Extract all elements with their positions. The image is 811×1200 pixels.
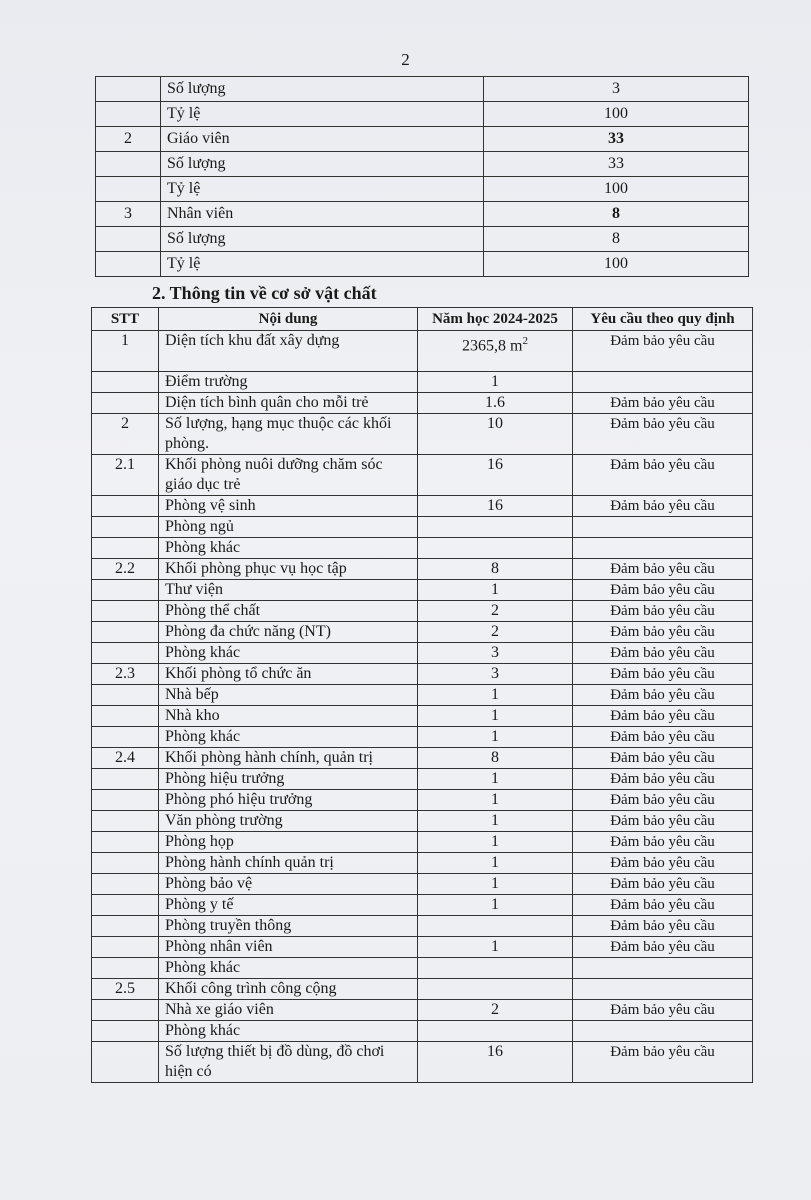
- facility-year-cell: 8: [418, 748, 573, 769]
- table-row: [92, 727, 753, 748]
- facility-year-cell: [418, 979, 573, 1000]
- facility-requirement-cell: Đảm bảo yêu cầu: [573, 874, 753, 895]
- facility-requirement-cell: Đảm bảo yêu cầu: [573, 414, 753, 455]
- table-header-row: [92, 308, 753, 331]
- facility-year-cell: [418, 1021, 573, 1042]
- facility-requirement-cell: [573, 372, 753, 393]
- facility-year-cell: [418, 517, 573, 538]
- facility-requirement-cell: Đảm bảo yêu cầu: [573, 937, 753, 958]
- table-row: [92, 958, 753, 979]
- facility-year-cell: 1: [418, 727, 573, 748]
- facility-content-cell: Phòng họp: [159, 832, 418, 853]
- facility-stt-cell: [92, 958, 159, 979]
- facility-content-cell: Nhà bếp: [159, 685, 418, 706]
- table-row: [96, 227, 749, 252]
- table-row: [92, 874, 753, 895]
- staff-label-cell: Tỷ lệ: [161, 102, 484, 127]
- table-row: [92, 601, 753, 622]
- table-row: [92, 455, 753, 496]
- facility-year-cell: 3: [418, 643, 573, 664]
- facility-stt-cell: [92, 372, 159, 393]
- facility-requirement-cell: Đảm bảo yêu cầu: [573, 706, 753, 727]
- staff-stt-cell: 3: [96, 202, 161, 227]
- facility-stt-cell: 2.5: [92, 979, 159, 1000]
- facility-year-cell: 16: [418, 455, 573, 496]
- facility-content-cell: Khối phòng tổ chức ăn: [159, 664, 418, 685]
- table-row: [92, 496, 753, 517]
- table-row: [92, 1000, 753, 1021]
- header-content: Nội dung: [159, 308, 418, 331]
- table-row: [96, 77, 749, 102]
- table-row: [92, 372, 753, 393]
- facility-stt-cell: 2.2: [92, 559, 159, 580]
- facility-stt-cell: 2.4: [92, 748, 159, 769]
- staff-value-cell: 8: [484, 202, 749, 227]
- table-row: [92, 916, 753, 937]
- table-row: [92, 517, 753, 538]
- facility-content-cell: Khối công trình công cộng: [159, 979, 418, 1000]
- facility-content-cell: Thư viện: [159, 580, 418, 601]
- facility-content-cell: Phòng khác: [159, 1021, 418, 1042]
- facility-stt-cell: [92, 1021, 159, 1042]
- facility-requirement-cell: [573, 1021, 753, 1042]
- facility-year-cell: [418, 916, 573, 937]
- facility-content-cell: Số lượng thiết bị đồ dùng, đồ chơi hiện có: [159, 1042, 418, 1083]
- facility-stt-cell: [92, 622, 159, 643]
- facility-content-cell: Phòng khác: [159, 958, 418, 979]
- facility-stt-cell: [92, 853, 159, 874]
- table-row: [92, 538, 753, 559]
- table-row: [92, 664, 753, 685]
- facility-requirement-cell: Đảm bảo yêu cầu: [573, 1000, 753, 1021]
- table-row: [92, 790, 753, 811]
- staff-stt-cell: [96, 227, 161, 252]
- staff-value-cell: 33: [484, 152, 749, 177]
- header-year: Năm học 2024-2025: [418, 308, 573, 331]
- facility-content-cell: Phòng khác: [159, 643, 418, 664]
- facility-requirement-cell: Đảm bảo yêu cầu: [573, 916, 753, 937]
- facility-stt-cell: [92, 643, 159, 664]
- facility-year-cell: 1: [418, 853, 573, 874]
- staff-label-cell: Giáo viên: [161, 127, 484, 152]
- facility-year-cell: 8: [418, 559, 573, 580]
- facility-content-cell: Điểm trường: [159, 372, 418, 393]
- staff-value-cell: 100: [484, 102, 749, 127]
- facility-content-cell: Phòng phó hiệu trưởng: [159, 790, 418, 811]
- area-unit-superscript: 2: [522, 335, 528, 347]
- facility-content-cell: Số lượng, hạng mục thuộc các khối phòng.: [159, 414, 418, 455]
- facility-year-cell: 16: [418, 1042, 573, 1083]
- facility-content-cell: Văn phòng trường: [159, 811, 418, 832]
- facility-year-cell: 1: [418, 811, 573, 832]
- table-row: [92, 643, 753, 664]
- facility-content-cell: Diện tích khu đất xây dựng: [159, 331, 418, 372]
- facility-year-cell: 10: [418, 414, 573, 455]
- facility-stt-cell: [92, 601, 159, 622]
- facility-requirement-cell: [573, 979, 753, 1000]
- area-value: 2365,8 m: [462, 337, 523, 355]
- page-number: 2: [401, 50, 410, 69]
- table-row: [92, 414, 753, 455]
- header-stt: STT: [92, 308, 159, 331]
- facility-stt-cell: [92, 706, 159, 727]
- facility-stt-cell: 2.3: [92, 664, 159, 685]
- facility-year-cell: 1: [418, 580, 573, 601]
- table-row: [92, 706, 753, 727]
- facility-requirement-cell: Đảm bảo yêu cầu: [573, 331, 753, 372]
- facility-requirement-cell: Đảm bảo yêu cầu: [573, 748, 753, 769]
- facility-requirement-cell: Đảm bảo yêu cầu: [573, 601, 753, 622]
- staff-stt-cell: [96, 77, 161, 102]
- facility-year-cell: 1: [418, 832, 573, 853]
- facility-stt-cell: [92, 538, 159, 559]
- facility-stt-cell: [92, 916, 159, 937]
- facility-content-cell: Nhà xe giáo viên: [159, 1000, 418, 1021]
- facility-year-cell: 2: [418, 601, 573, 622]
- facility-year-cell: 1: [418, 895, 573, 916]
- facility-requirement-cell: Đảm bảo yêu cầu: [573, 832, 753, 853]
- table-row: [92, 685, 753, 706]
- facility-requirement-cell: [573, 517, 753, 538]
- facility-requirement-cell: Đảm bảo yêu cầu: [573, 580, 753, 601]
- staff-label-cell: Tỷ lệ: [161, 177, 484, 202]
- table-row: [96, 252, 749, 277]
- facility-year-cell: [418, 538, 573, 559]
- table-row: [92, 331, 753, 372]
- facility-content-cell: Khối phòng hành chính, quản trị: [159, 748, 418, 769]
- staff-stt-cell: [96, 252, 161, 277]
- facility-content-cell: Phòng nhân viên: [159, 937, 418, 958]
- facility-year-cell: 1: [418, 372, 573, 393]
- table-row: [92, 895, 753, 916]
- facility-stt-cell: [92, 790, 159, 811]
- facility-stt-cell: [92, 874, 159, 895]
- facility-content-cell: Phòng ngủ: [159, 517, 418, 538]
- staff-table: [95, 76, 749, 277]
- facility-requirement-cell: Đảm bảo yêu cầu: [573, 895, 753, 916]
- staff-value-cell: 8: [484, 227, 749, 252]
- facility-content-cell: Phòng khác: [159, 727, 418, 748]
- facility-stt-cell: [92, 393, 159, 414]
- facility-year-cell: 1: [418, 790, 573, 811]
- facility-year-cell: 1.6: [418, 393, 573, 414]
- facility-stt-cell: [92, 937, 159, 958]
- table-row: [92, 937, 753, 958]
- section-title: 2. Thông tin về cơ sở vật chất: [152, 283, 377, 303]
- table-row: [96, 152, 749, 177]
- facility-requirement-cell: Đảm bảo yêu cầu: [573, 496, 753, 517]
- staff-value-cell: 33: [484, 127, 749, 152]
- table-row: [92, 580, 753, 601]
- staff-stt-cell: 2: [96, 127, 161, 152]
- facility-content-cell: Nhà kho: [159, 706, 418, 727]
- facility-stt-cell: [92, 727, 159, 748]
- facility-requirement-cell: Đảm bảo yêu cầu: [573, 1042, 753, 1083]
- table-row: [92, 1042, 753, 1083]
- staff-stt-cell: [96, 152, 161, 177]
- staff-stt-cell: [96, 102, 161, 127]
- facility-requirement-cell: Đảm bảo yêu cầu: [573, 393, 753, 414]
- facility-content-cell: Khối phòng phục vụ học tập: [159, 559, 418, 580]
- header-requirement: Yêu cầu theo quy định: [573, 308, 753, 331]
- facility-content-cell: Phòng vệ sinh: [159, 496, 418, 517]
- facility-requirement-cell: Đảm bảo yêu cầu: [573, 811, 753, 832]
- facility-year-cell: 2: [418, 1000, 573, 1021]
- table-row: [92, 769, 753, 790]
- facility-requirement-cell: Đảm bảo yêu cầu: [573, 643, 753, 664]
- table-row: [92, 748, 753, 769]
- facility-stt-cell: [92, 769, 159, 790]
- facility-content-cell: Phòng y tế: [159, 895, 418, 916]
- facility-content-cell: Phòng bảo vệ: [159, 874, 418, 895]
- facility-year-cell: 1: [418, 685, 573, 706]
- facility-requirement-cell: Đảm bảo yêu cầu: [573, 790, 753, 811]
- table-row: [92, 979, 753, 1000]
- table-row: [96, 177, 749, 202]
- facility-stt-cell: [92, 685, 159, 706]
- table-row: [92, 853, 753, 874]
- table-row: [96, 127, 749, 152]
- facility-content-cell: Phòng thể chất: [159, 601, 418, 622]
- staff-label-cell: Số lượng: [161, 227, 484, 252]
- staff-label-cell: Nhân viên: [161, 202, 484, 227]
- facility-year-cell: [418, 958, 573, 979]
- table-row: [92, 622, 753, 643]
- facility-stt-cell: 2.1: [92, 455, 159, 496]
- table-row: [92, 1021, 753, 1042]
- table-row: [92, 811, 753, 832]
- facility-table: [91, 307, 753, 1083]
- facility-requirement-cell: Đảm bảo yêu cầu: [573, 769, 753, 790]
- staff-value-cell: 100: [484, 177, 749, 202]
- facility-content-cell: Phòng hành chính quản trị: [159, 853, 418, 874]
- facility-content-cell: Phòng đa chức năng (NT): [159, 622, 418, 643]
- facility-content-cell: Phòng truyền thông: [159, 916, 418, 937]
- facility-stt-cell: [92, 895, 159, 916]
- facility-stt-cell: [92, 580, 159, 601]
- facility-content-cell: Phòng hiệu trưởng: [159, 769, 418, 790]
- facility-stt-cell: [92, 496, 159, 517]
- facility-year-cell: [418, 331, 573, 372]
- facility-requirement-cell: Đảm bảo yêu cầu: [573, 664, 753, 685]
- table-row: [92, 559, 753, 580]
- facility-year-cell: 1: [418, 937, 573, 958]
- facility-requirement-cell: Đảm bảo yêu cầu: [573, 727, 753, 748]
- table-row: [96, 102, 749, 127]
- facility-year-cell: 1: [418, 769, 573, 790]
- staff-value-cell: 3: [484, 77, 749, 102]
- facility-stt-cell: [92, 517, 159, 538]
- staff-value-cell: 100: [484, 252, 749, 277]
- staff-label-cell: Số lượng: [161, 152, 484, 177]
- facility-year-cell: 3: [418, 664, 573, 685]
- facility-requirement-cell: Đảm bảo yêu cầu: [573, 559, 753, 580]
- table-row: [96, 202, 749, 227]
- facility-requirement-cell: Đảm bảo yêu cầu: [573, 622, 753, 643]
- facility-stt-cell: [92, 1000, 159, 1021]
- facility-content-cell: Diện tích bình quân cho mỗi trẻ: [159, 393, 418, 414]
- facility-requirement-cell: [573, 538, 753, 559]
- facility-stt-cell: [92, 811, 159, 832]
- staff-label-cell: Tỷ lệ: [161, 252, 484, 277]
- facility-year-cell: 16: [418, 496, 573, 517]
- facility-requirement-cell: Đảm bảo yêu cầu: [573, 685, 753, 706]
- facility-year-cell: 2: [418, 622, 573, 643]
- facility-requirement-cell: Đảm bảo yêu cầu: [573, 455, 753, 496]
- facility-content-cell: Phòng khác: [159, 538, 418, 559]
- table-row: [92, 393, 753, 414]
- facility-requirement-cell: [573, 958, 753, 979]
- facility-stt-cell: 1: [92, 331, 159, 372]
- staff-stt-cell: [96, 177, 161, 202]
- facility-year-cell: 1: [418, 706, 573, 727]
- facility-stt-cell: [92, 832, 159, 853]
- facility-stt-cell: [92, 1042, 159, 1083]
- table-row: [92, 832, 753, 853]
- facility-stt-cell: 2: [92, 414, 159, 455]
- facility-year-cell: 1: [418, 874, 573, 895]
- staff-label-cell: Số lượng: [161, 77, 484, 102]
- facility-requirement-cell: Đảm bảo yêu cầu: [573, 853, 753, 874]
- facility-content-cell: Khối phòng nuôi dưỡng chăm sóc giáo dục trẻ: [159, 455, 418, 496]
